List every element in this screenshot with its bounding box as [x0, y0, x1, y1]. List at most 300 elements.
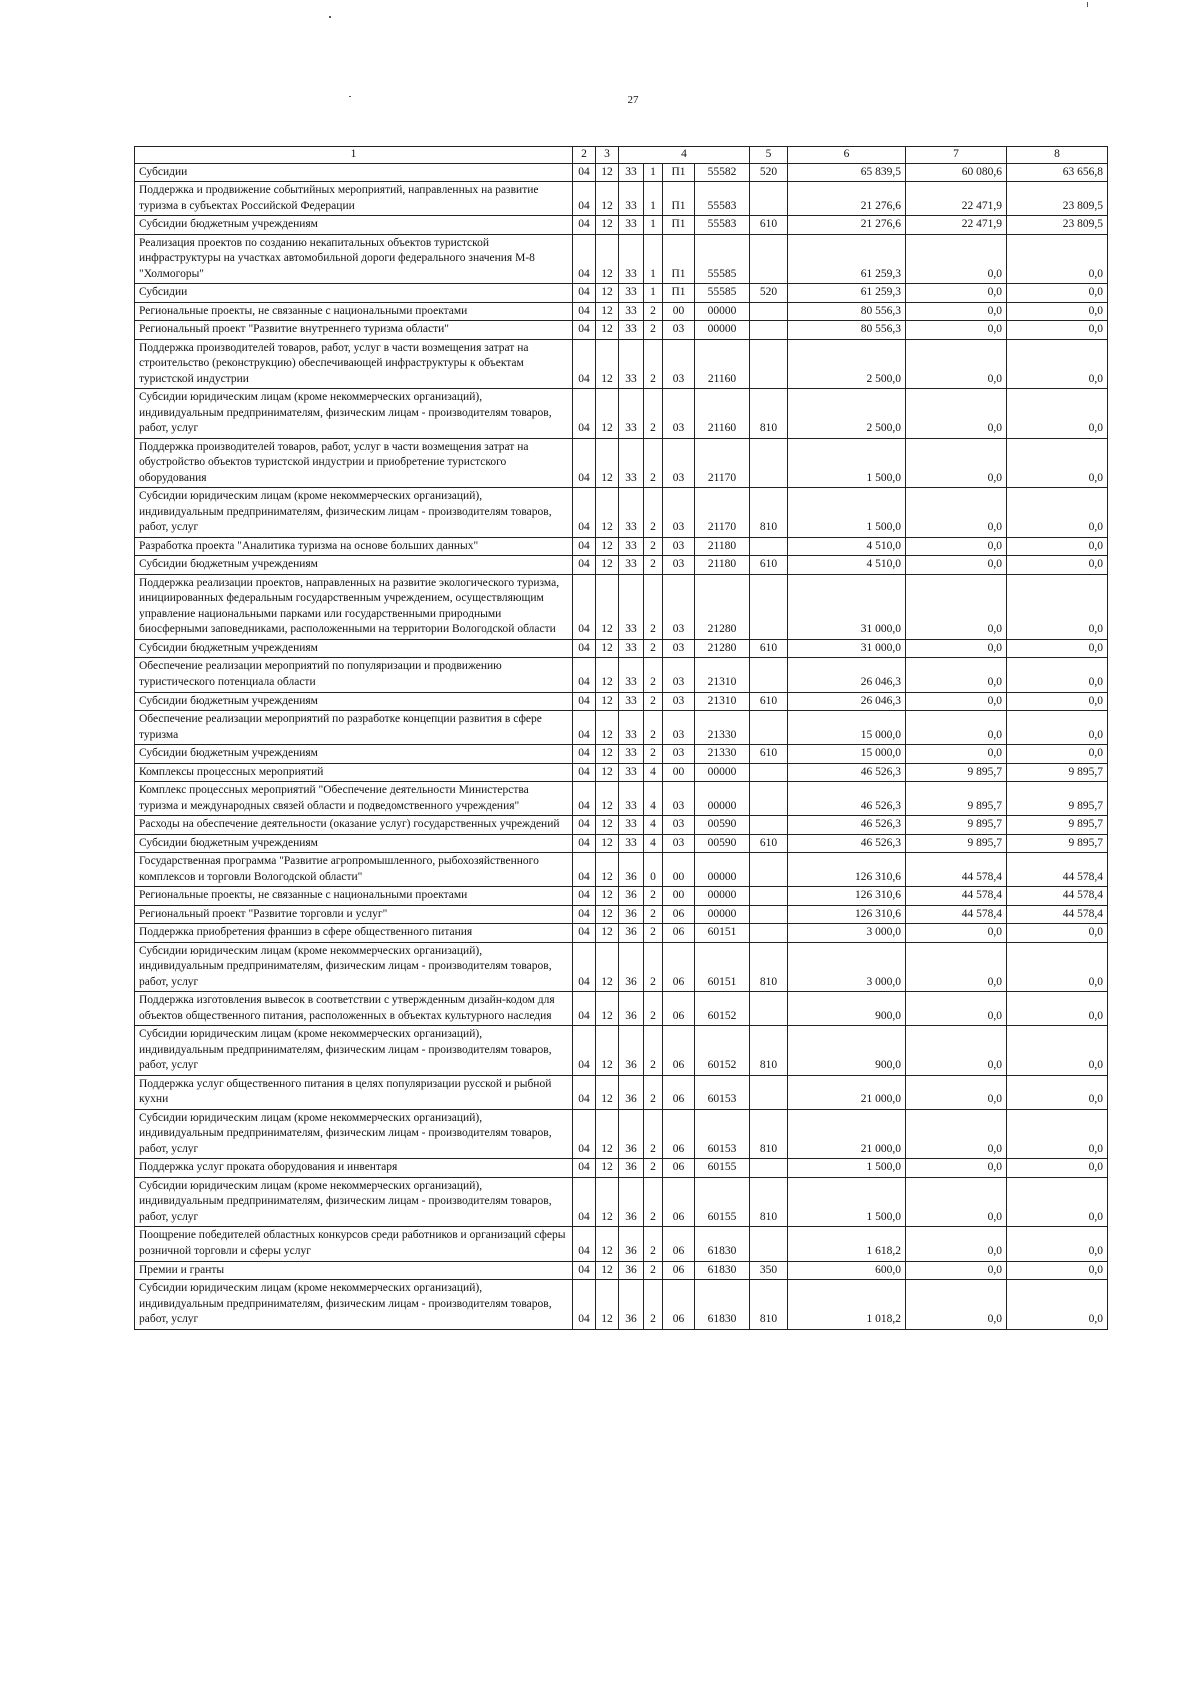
target-code-structure: 03 — [663, 816, 695, 835]
expense-type-code: 520 — [750, 163, 788, 182]
expense-type-code: 810 — [750, 1280, 788, 1330]
section-code: 04 — [573, 321, 596, 340]
amount-year-1: 61 259,3 — [788, 284, 906, 303]
target-code-type: 2 — [644, 1177, 663, 1227]
target-code-direction: 55585 — [695, 284, 750, 303]
target-code-direction: 21280 — [695, 639, 750, 658]
table-row — [135, 763, 1108, 782]
amount-year-2: 0,0 — [906, 574, 1007, 639]
amount-year-3: 44 578,4 — [1007, 905, 1108, 924]
amount-year-3: 0,0 — [1007, 1159, 1108, 1178]
target-code-program: 36 — [619, 1075, 644, 1109]
target-code-direction: 60152 — [695, 992, 750, 1026]
target-code-program: 36 — [619, 1159, 644, 1178]
table-row — [135, 234, 1108, 284]
amount-year-1: 26 046,3 — [788, 658, 906, 692]
row-name: Государственная программа "Развитие агропромышленного, рыбохозяйственного комплексов и торговли Вологодской области" — [135, 853, 573, 887]
target-code-program: 33 — [619, 488, 644, 538]
section-code: 04 — [573, 763, 596, 782]
amount-year-1: 1 500,0 — [788, 438, 906, 488]
target-code-structure: 06 — [663, 942, 695, 992]
amount-year-3: 0,0 — [1007, 284, 1108, 303]
table-row — [135, 1261, 1108, 1280]
row-name: Комплексы процессных мероприятий — [135, 763, 573, 782]
row-name: Субсидии юридическим лицам (кроме некоммерческих организаций), индивидуальным предпринимателям, физическим лицам - производителям товаров, работ, услуг — [135, 1109, 573, 1159]
target-code-direction: 00000 — [695, 905, 750, 924]
amount-year-1: 80 556,3 — [788, 321, 906, 340]
amount-year-1: 26 046,3 — [788, 692, 906, 711]
amount-year-2: 0,0 — [906, 1261, 1007, 1280]
row-name: Субсидии бюджетным учреждениям — [135, 692, 573, 711]
table-row — [135, 488, 1108, 538]
target-code-direction: 60155 — [695, 1177, 750, 1227]
target-code-type: 2 — [644, 658, 663, 692]
amount-year-1: 126 310,6 — [788, 853, 906, 887]
subsection-code: 12 — [596, 321, 619, 340]
target-code-direction: 00000 — [695, 782, 750, 816]
target-code-type: 4 — [644, 782, 663, 816]
table-row — [135, 438, 1108, 488]
target-code-structure: 03 — [663, 339, 695, 389]
target-code-structure: 03 — [663, 537, 695, 556]
amount-year-3: 0,0 — [1007, 438, 1108, 488]
section-code: 04 — [573, 782, 596, 816]
amount-year-2: 0,0 — [906, 924, 1007, 943]
table-row — [135, 389, 1108, 439]
subsection-code: 12 — [596, 302, 619, 321]
section-code: 04 — [573, 216, 596, 235]
target-code-type: 1 — [644, 216, 663, 235]
subsection-code: 12 — [596, 816, 619, 835]
amount-year-1: 3 000,0 — [788, 924, 906, 943]
amount-year-1: 15 000,0 — [788, 711, 906, 745]
row-name: Комплекс процессных мероприятий "Обеспечение деятельности Министерства туризма и международных связей области и подведомственного учреждения" — [135, 782, 573, 816]
target-code-structure: 06 — [663, 992, 695, 1026]
amount-year-2: 0,0 — [906, 1026, 1007, 1076]
target-code-program: 33 — [619, 234, 644, 284]
amount-year-3: 0,0 — [1007, 992, 1108, 1026]
amount-year-1: 1 500,0 — [788, 1159, 906, 1178]
target-code-structure: 06 — [663, 1280, 695, 1330]
subsection-code: 12 — [596, 163, 619, 182]
expense-type-code: 810 — [750, 942, 788, 992]
amount-year-1: 2 500,0 — [788, 339, 906, 389]
target-code-program: 33 — [619, 284, 644, 303]
amount-year-1: 31 000,0 — [788, 574, 906, 639]
table-row — [135, 887, 1108, 906]
table-row — [135, 905, 1108, 924]
target-code-type: 2 — [644, 905, 663, 924]
table-row — [135, 711, 1108, 745]
target-code-direction: 21310 — [695, 658, 750, 692]
table-body — [135, 163, 1108, 1329]
amount-year-3: 0,0 — [1007, 942, 1108, 992]
subsection-code: 12 — [596, 639, 619, 658]
subsection-code: 12 — [596, 216, 619, 235]
section-code: 04 — [573, 658, 596, 692]
amount-year-3: 0,0 — [1007, 1109, 1108, 1159]
row-name: Субсидии бюджетным учреждениям — [135, 216, 573, 235]
table-row — [135, 924, 1108, 943]
subsection-code: 12 — [596, 692, 619, 711]
amount-year-3: 0,0 — [1007, 1280, 1108, 1330]
row-name: Реализация проектов по созданию некапитальных объектов туристской инфраструктуры на участках автомобильной дороги федерального значения М-8 "Холмогоры" — [135, 234, 573, 284]
target-code-program: 33 — [619, 763, 644, 782]
target-code-type: 1 — [644, 163, 663, 182]
amount-year-2: 0,0 — [906, 537, 1007, 556]
column-header: 5 — [750, 147, 788, 164]
subsection-code: 12 — [596, 1280, 619, 1330]
page-number: 27 — [627, 94, 639, 106]
subsection-code: 12 — [596, 438, 619, 488]
subsection-code: 12 — [596, 537, 619, 556]
amount-year-3: 0,0 — [1007, 711, 1108, 745]
section-code: 04 — [573, 745, 596, 764]
row-name: Субсидии юридическим лицам (кроме некоммерческих организаций), индивидуальным предпринимателям, физическим лицам - производителям товаров, работ, услуг — [135, 1026, 573, 1076]
section-code: 04 — [573, 438, 596, 488]
table-row — [135, 1026, 1108, 1076]
expense-type-code — [750, 905, 788, 924]
amount-year-2: 0,0 — [906, 302, 1007, 321]
target-code-direction: 00000 — [695, 763, 750, 782]
subsection-code: 12 — [596, 389, 619, 439]
target-code-type: 2 — [644, 745, 663, 764]
amount-year-1: 2 500,0 — [788, 389, 906, 439]
amount-year-2: 9 895,7 — [906, 834, 1007, 853]
amount-year-2: 0,0 — [906, 992, 1007, 1026]
row-name: Субсидии бюджетным учреждениям — [135, 745, 573, 764]
amount-year-3: 0,0 — [1007, 302, 1108, 321]
subsection-code: 12 — [596, 1177, 619, 1227]
target-code-program: 33 — [619, 711, 644, 745]
target-code-type: 2 — [644, 992, 663, 1026]
expense-type-code — [750, 1159, 788, 1178]
subsection-code: 12 — [596, 339, 619, 389]
amount-year-1: 61 259,3 — [788, 234, 906, 284]
target-code-direction: 61830 — [695, 1280, 750, 1330]
table-row — [135, 1177, 1108, 1227]
target-code-structure: 03 — [663, 782, 695, 816]
target-code-program: 33 — [619, 658, 644, 692]
amount-year-3: 0,0 — [1007, 745, 1108, 764]
table-row — [135, 574, 1108, 639]
table-row — [135, 302, 1108, 321]
amount-year-3: 9 895,7 — [1007, 834, 1108, 853]
target-code-program: 33 — [619, 782, 644, 816]
table-header-row — [135, 147, 1108, 164]
target-code-type: 0 — [644, 853, 663, 887]
target-code-type: 1 — [644, 234, 663, 284]
expense-type-code — [750, 816, 788, 835]
target-code-direction: 00590 — [695, 834, 750, 853]
amount-year-1: 3 000,0 — [788, 942, 906, 992]
amount-year-2: 0,0 — [906, 1109, 1007, 1159]
expense-type-code: 610 — [750, 216, 788, 235]
target-code-structure: 00 — [663, 887, 695, 906]
target-code-direction: 00000 — [695, 321, 750, 340]
amount-year-3: 0,0 — [1007, 1227, 1108, 1261]
subsection-code: 12 — [596, 834, 619, 853]
budget-table — [134, 146, 1108, 1330]
target-code-type: 2 — [644, 537, 663, 556]
target-code-structure: 00 — [663, 763, 695, 782]
target-code-structure: П1 — [663, 234, 695, 284]
target-code-program: 33 — [619, 389, 644, 439]
expense-type-code — [750, 537, 788, 556]
target-code-direction: 21160 — [695, 389, 750, 439]
row-name: Поддержка реализации проектов, направленных на развитие экологического туризма, инициированных федеральным государственным учреждением, осуществляющим управление национальными парками или государственными природными биосферными заповедниками, расположенными на территории Вологодской области — [135, 574, 573, 639]
target-code-structure: 06 — [663, 1109, 695, 1159]
section-code: 04 — [573, 816, 596, 835]
row-name: Региональный проект "Развитие торговли и услуг" — [135, 905, 573, 924]
column-header: 1 — [135, 147, 573, 164]
amount-year-1: 15 000,0 — [788, 745, 906, 764]
target-code-structure: 03 — [663, 658, 695, 692]
target-code-program: 36 — [619, 905, 644, 924]
amount-year-1: 900,0 — [788, 1026, 906, 1076]
row-name: Субсидии юридическим лицам (кроме некоммерческих организаций), индивидуальным предпринимателям, физическим лицам - производителям товаров, работ, услуг — [135, 1177, 573, 1227]
subsection-code: 12 — [596, 1109, 619, 1159]
amount-year-3: 0,0 — [1007, 692, 1108, 711]
section-code: 04 — [573, 924, 596, 943]
amount-year-3: 44 578,4 — [1007, 853, 1108, 887]
amount-year-3: 9 895,7 — [1007, 816, 1108, 835]
amount-year-2: 44 578,4 — [906, 905, 1007, 924]
row-name: Региональные проекты, не связанные с национальными проектами — [135, 887, 573, 906]
subsection-code: 12 — [596, 1159, 619, 1178]
subsection-code: 12 — [596, 905, 619, 924]
target-code-type: 2 — [644, 1261, 663, 1280]
scan-speck — [329, 16, 331, 18]
amount-year-2: 9 895,7 — [906, 816, 1007, 835]
target-code-direction: 21170 — [695, 438, 750, 488]
table-row — [135, 284, 1108, 303]
row-name: Поддержка приобретения франшиз в сфере общественного питания — [135, 924, 573, 943]
amount-year-2: 60 080,6 — [906, 163, 1007, 182]
amount-year-3: 0,0 — [1007, 234, 1108, 284]
expense-type-code — [750, 1075, 788, 1109]
amount-year-2: 0,0 — [906, 639, 1007, 658]
section-code: 04 — [573, 488, 596, 538]
section-code: 04 — [573, 339, 596, 389]
target-code-direction: 21180 — [695, 537, 750, 556]
target-code-direction: 55585 — [695, 234, 750, 284]
amount-year-3: 23 809,5 — [1007, 216, 1108, 235]
section-code: 04 — [573, 853, 596, 887]
section-code: 04 — [573, 302, 596, 321]
target-code-structure: 03 — [663, 834, 695, 853]
subsection-code: 12 — [596, 924, 619, 943]
table-row — [135, 658, 1108, 692]
amount-year-2: 0,0 — [906, 339, 1007, 389]
target-code-structure: 06 — [663, 1159, 695, 1178]
target-code-direction: 60153 — [695, 1109, 750, 1159]
section-code: 04 — [573, 1075, 596, 1109]
amount-year-3: 0,0 — [1007, 574, 1108, 639]
target-code-program: 36 — [619, 942, 644, 992]
section-code: 04 — [573, 556, 596, 575]
target-code-program: 36 — [619, 1177, 644, 1227]
row-name: Субсидии бюджетным учреждениям — [135, 834, 573, 853]
amount-year-1: 21 276,6 — [788, 182, 906, 216]
budget-table-wrapper — [134, 146, 1108, 1330]
table-row — [135, 1075, 1108, 1109]
target-code-type: 2 — [644, 389, 663, 439]
scan-speck — [1087, 2, 1088, 7]
section-code: 04 — [573, 234, 596, 284]
target-code-structure: 03 — [663, 692, 695, 711]
amount-year-3: 0,0 — [1007, 389, 1108, 439]
target-code-direction: 21330 — [695, 745, 750, 764]
amount-year-2: 22 471,9 — [906, 216, 1007, 235]
target-code-structure: 03 — [663, 389, 695, 439]
amount-year-1: 4 510,0 — [788, 537, 906, 556]
target-code-program: 36 — [619, 1261, 644, 1280]
target-code-type: 2 — [644, 692, 663, 711]
expense-type-code — [750, 924, 788, 943]
column-header: 3 — [596, 147, 619, 164]
expense-type-code — [750, 574, 788, 639]
target-code-direction: 00000 — [695, 853, 750, 887]
target-code-structure: 03 — [663, 745, 695, 764]
expense-type-code — [750, 763, 788, 782]
amount-year-1: 126 310,6 — [788, 887, 906, 906]
amount-year-1: 1 018,2 — [788, 1280, 906, 1330]
target-code-program: 33 — [619, 216, 644, 235]
amount-year-2: 44 578,4 — [906, 853, 1007, 887]
target-code-direction: 60155 — [695, 1159, 750, 1178]
amount-year-1: 46 526,3 — [788, 763, 906, 782]
table-row — [135, 639, 1108, 658]
amount-year-3: 0,0 — [1007, 321, 1108, 340]
section-code: 04 — [573, 182, 596, 216]
amount-year-2: 0,0 — [906, 1227, 1007, 1261]
target-code-structure: 03 — [663, 556, 695, 575]
target-code-type: 2 — [644, 1280, 663, 1330]
table-row — [135, 216, 1108, 235]
amount-year-1: 31 000,0 — [788, 639, 906, 658]
section-code: 04 — [573, 163, 596, 182]
target-code-structure: П1 — [663, 182, 695, 216]
row-name: Субсидии юридическим лицам (кроме некоммерческих организаций), индивидуальным предпринимателям, физическим лицам - производителям товаров, работ, услуг — [135, 389, 573, 439]
target-code-structure: 06 — [663, 1177, 695, 1227]
target-code-type: 1 — [644, 284, 663, 303]
target-code-type: 2 — [644, 1026, 663, 1076]
amount-year-3: 0,0 — [1007, 1177, 1108, 1227]
target-code-direction: 00590 — [695, 816, 750, 835]
amount-year-2: 44 578,4 — [906, 887, 1007, 906]
subsection-code: 12 — [596, 763, 619, 782]
section-code: 04 — [573, 692, 596, 711]
target-code-type: 2 — [644, 887, 663, 906]
section-code: 04 — [573, 1109, 596, 1159]
subsection-code: 12 — [596, 782, 619, 816]
row-name: Поддержка производителей товаров, работ, услуг в части возмещения затрат на строительство (реконструкцию) обеспечивающей инфраструктуры к объектам туристской индустрии — [135, 339, 573, 389]
amount-year-2: 0,0 — [906, 438, 1007, 488]
target-code-structure: 03 — [663, 321, 695, 340]
subsection-code: 12 — [596, 1227, 619, 1261]
amount-year-3: 0,0 — [1007, 658, 1108, 692]
expense-type-code — [750, 711, 788, 745]
amount-year-1: 1 618,2 — [788, 1227, 906, 1261]
target-code-structure: 06 — [663, 1261, 695, 1280]
subsection-code: 12 — [596, 853, 619, 887]
row-name: Обеспечение реализации мероприятий по популяризации и продвижению туристического потенциала области — [135, 658, 573, 692]
target-code-program: 33 — [619, 438, 644, 488]
section-code: 04 — [573, 905, 596, 924]
expense-type-code — [750, 234, 788, 284]
row-name: Субсидии юридическим лицам (кроме некоммерческих организаций), индивидуальным предпринимателям, физическим лицам - производителям товаров, работ, услуг — [135, 1280, 573, 1330]
target-code-program: 33 — [619, 163, 644, 182]
expense-type-code — [750, 1227, 788, 1261]
subsection-code: 12 — [596, 1075, 619, 1109]
expense-type-code: 810 — [750, 389, 788, 439]
row-name: Поддержка и продвижение событийных мероприятий, направленных на развитие туризма в субъектах Российской Федерации — [135, 182, 573, 216]
target-code-direction: 60151 — [695, 924, 750, 943]
column-header: 7 — [906, 147, 1007, 164]
subsection-code: 12 — [596, 658, 619, 692]
subsection-code: 12 — [596, 574, 619, 639]
target-code-type: 2 — [644, 488, 663, 538]
amount-year-2: 0,0 — [906, 234, 1007, 284]
row-name: Региональный проект "Развитие внутреннего туризма области" — [135, 321, 573, 340]
section-code: 04 — [573, 1026, 596, 1076]
target-code-direction: 60151 — [695, 942, 750, 992]
target-code-direction: 21160 — [695, 339, 750, 389]
section-code: 04 — [573, 942, 596, 992]
amount-year-1: 46 526,3 — [788, 782, 906, 816]
table-row — [135, 853, 1108, 887]
section-code: 04 — [573, 574, 596, 639]
expense-type-code: 810 — [750, 1177, 788, 1227]
target-code-program: 33 — [619, 574, 644, 639]
target-code-program: 33 — [619, 816, 644, 835]
row-name: Поддержка изготовления вывесок в соответствии с утвержденным дизайн-кодом для объектов общественного питания, расположенных в объектах культурного наследия — [135, 992, 573, 1026]
row-name: Обеспечение реализации мероприятий по разработке концепции развития в сфере туризма — [135, 711, 573, 745]
subsection-code: 12 — [596, 992, 619, 1026]
section-code: 04 — [573, 1280, 596, 1330]
column-header: 6 — [788, 147, 906, 164]
target-code-structure: 06 — [663, 1026, 695, 1076]
target-code-type: 4 — [644, 816, 663, 835]
target-code-type: 2 — [644, 1159, 663, 1178]
expense-type-code — [750, 992, 788, 1026]
target-code-type: 2 — [644, 321, 663, 340]
target-code-direction: 61830 — [695, 1261, 750, 1280]
amount-year-3: 0,0 — [1007, 488, 1108, 538]
target-code-program: 33 — [619, 692, 644, 711]
target-code-type: 1 — [644, 182, 663, 216]
amount-year-2: 22 471,9 — [906, 182, 1007, 216]
target-code-program: 33 — [619, 321, 644, 340]
table-row — [135, 339, 1108, 389]
amount-year-2: 0,0 — [906, 692, 1007, 711]
expense-type-code — [750, 339, 788, 389]
amount-year-3: 23 809,5 — [1007, 182, 1108, 216]
row-name: Поощрение победителей областных конкурсов среди работников и организаций сферы розничной торговли и сферы услуг — [135, 1227, 573, 1261]
subsection-code: 12 — [596, 556, 619, 575]
subsection-code: 12 — [596, 1261, 619, 1280]
section-code: 04 — [573, 1159, 596, 1178]
target-code-type: 4 — [644, 834, 663, 853]
table-row — [135, 1109, 1108, 1159]
target-code-structure: 06 — [663, 924, 695, 943]
target-code-type: 2 — [644, 639, 663, 658]
target-code-type: 2 — [644, 1109, 663, 1159]
amount-year-2: 0,0 — [906, 284, 1007, 303]
expense-type-code — [750, 438, 788, 488]
target-code-structure: П1 — [663, 163, 695, 182]
